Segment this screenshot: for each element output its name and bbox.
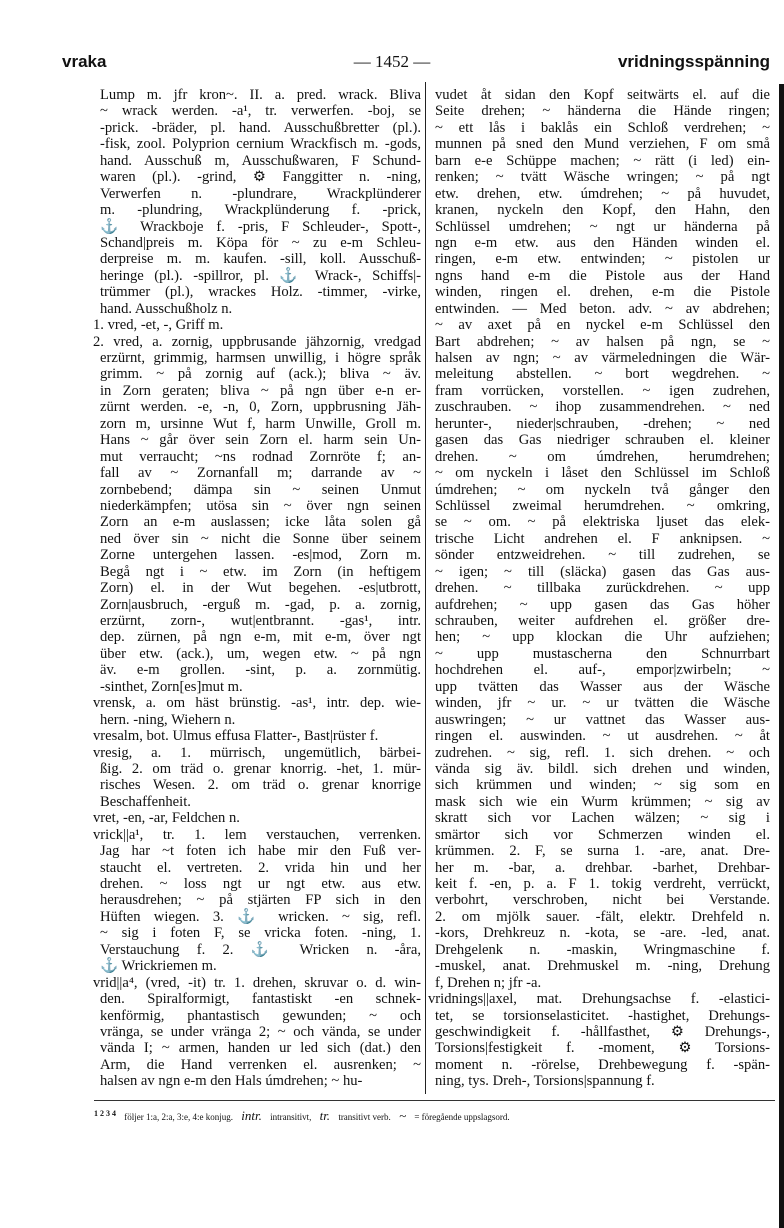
text-line: moment n. -rörelse, Drehbewegung f. -spän- bbox=[435, 1056, 770, 1073]
text-line: den. Spiralformigt, fantastiskt -en schnek- bbox=[100, 991, 421, 1008]
text-line: kenförmig, phantastisch gewunden; ~ och bbox=[100, 1007, 421, 1024]
text-line: hand. Ausschußholz n. bbox=[100, 300, 233, 317]
text-line: ~ upp mustascherna den Schnurrbart bbox=[435, 645, 770, 662]
text-line: zudrehen. ~ sig, refl. 1. sich drehen. ~ och bbox=[435, 744, 770, 761]
text-line: vränga, se under vränga 2; ~ och vända, se under bbox=[100, 1023, 421, 1040]
text-line: fall av ~ Zornanfall m; darrande av ~ bbox=[100, 465, 421, 482]
text-line: Zorne untergehen lassen. -es|mod, Zorn m. bbox=[100, 547, 421, 564]
text-line: her m. -bar, a. drehbar. -barhet, Drehbar- bbox=[435, 859, 770, 876]
text-line: Hüften wiegen. 3. ⚓ wricken. ~ sig, refl. bbox=[100, 908, 421, 925]
text-line: ~ igen; ~ till (släcka) gasen das Gas aus- bbox=[435, 563, 770, 580]
text-line: drehen. ~ om úmdrehen, herumdrehen; bbox=[435, 448, 770, 465]
text-line: ringen el. auswinden. ~ ut ausdrehen. ~ åt bbox=[435, 728, 770, 745]
footnote-tilde-text: = föregående uppslagsord. bbox=[414, 1112, 510, 1122]
text-line: -prick. -bräder, pl. hand. Ausschußbretter (pl.). bbox=[100, 119, 421, 136]
text-line: winden, jfr ~ ur. ~ ur tvätten die Wäsche bbox=[435, 695, 770, 712]
text-line: über etw. (ack.), um, wegen etw. ~ på ngn bbox=[100, 645, 421, 662]
scan-edge bbox=[779, 84, 784, 1228]
text-line: se ~ om. ~ på elektriska ljuset das elek- bbox=[435, 514, 770, 531]
text-line: -kors, Drehkreuz n. -kota, se -are. -led, anat. bbox=[435, 925, 770, 942]
text-line: erzürnt, grimmig, harmsen unwillig, i högre språk bbox=[100, 350, 421, 366]
text-line: Schlüssel umdrehen; ~ ngt ur händerna på bbox=[435, 218, 770, 235]
text-line: vudet åt sidan den Kopf seitwärts el. auf die bbox=[435, 87, 770, 103]
column-divider bbox=[425, 82, 426, 1094]
text-line: munnen på sned den Mund verziehen, F om små bbox=[435, 136, 770, 153]
text-line: tet, se torsionselasticitet. -hastighet, Drehungs- bbox=[435, 1007, 770, 1024]
text-line: halsen av ngn e-m den Hals úmdrehen; ~ hu- bbox=[100, 1073, 363, 1090]
text-line: 2. om mjölk sauer. -fält, elektr. Drehfeld n. bbox=[435, 908, 770, 925]
footnote-konjug: följer 1:a, 2:a, 3:e, 4:e konjug. bbox=[124, 1112, 233, 1122]
text-line: krümmen. 2. F, se surna 1. -are, anat. Dre- bbox=[435, 843, 770, 860]
left-column bbox=[93, 87, 421, 1090]
footnote-tilde: ~ bbox=[399, 1108, 407, 1123]
text-line: keit f. -en, p. a. F 1. tokig verdreht, verrückt, bbox=[435, 876, 770, 892]
text-line: drehen. ~ tillbaka zurückdrehen. ~ upp bbox=[435, 580, 770, 597]
text-line: Seite drehen; ~ händerna die Hände ringen; bbox=[435, 103, 770, 120]
text-line: skratt sich vor Lachen wälzen; ~ sig i bbox=[435, 810, 770, 827]
dictionary-entry-line: vresig, a. 1. mürrisch, ungemütlich, bärbei- bbox=[93, 744, 421, 761]
right-column bbox=[428, 87, 770, 1090]
text-line: ~ ett lås i baklås ein Schloß verdrehen; ~ bbox=[435, 119, 770, 136]
text-line: herunter-, nieder|schrauben, -drehen; ~ ned bbox=[435, 415, 770, 432]
text-line: f, Drehen n; jfr -a. bbox=[435, 974, 542, 991]
text-line: trümmer (pl.), wrackes Holz. -timmer, -virke, bbox=[100, 284, 421, 301]
footnote-tr-text: transitivt verb. bbox=[338, 1112, 391, 1122]
dictionary-entry-line: 2. vred, a. zornig, uppbrusande jähzornig, vredgad bbox=[93, 333, 421, 350]
header-right-guideword: vridningsspänning bbox=[617, 52, 770, 71]
dictionary-entry-line: vret, -en, -ar, Feldchen n. bbox=[93, 810, 240, 827]
text-line: zorn m, ursinne Wut f, harm Unwille, Groll m. bbox=[100, 415, 421, 432]
text-line: sich krümmen und winden; ~ sig som en bbox=[435, 777, 770, 794]
text-line: smärtor sich vor Schmerzen winden el. bbox=[435, 826, 770, 843]
footnote-superscripts: 1 2 3 4 bbox=[94, 1109, 116, 1118]
footer-rule bbox=[94, 1100, 775, 1101]
text-line: Jag har ~t foten ich habe mir den Fuß ver- bbox=[100, 843, 421, 860]
dictionary-entry-line: vresalm, bot. Ulmus effusa Flatter-, Bast|rüster f. bbox=[93, 728, 379, 745]
text-line: zuschrauben. ~ ihop zusammendrehen. ~ ned bbox=[435, 399, 770, 416]
text-line: Lump m. jfr kron~. II. a. pred. wrack. Bliva bbox=[100, 87, 421, 103]
text-line: derpreise m. m. kaufen. -sill, koll. Ausschuß- bbox=[100, 251, 421, 268]
text-line: ~ sig i foten F, se vricka foten. -ning, 1. bbox=[100, 925, 421, 942]
text-line: -muskel, anat. Drehmuskel m. -ning, Drehung bbox=[435, 958, 770, 975]
text-line: hen; ~ upp klockan die Uhr aufziehen; bbox=[435, 629, 770, 646]
text-line: Schand|preis m. Köpa för ~ zu e-m Schleu- bbox=[100, 234, 421, 251]
text-line: ngn e-m etw. aus den Händen winden el. bbox=[435, 234, 770, 251]
text-line: ~ wrack werden. -a¹, tr. verwerfen. -boj, se bbox=[100, 103, 421, 120]
text-line: ßig. 2. om träd o. grenar knorrig. -het, 1. mür- bbox=[100, 760, 421, 777]
text-line: ngns hand e-m die Pistole aus der Hand bbox=[435, 267, 770, 284]
text-line: m. -plundring, Wrackplünderung f. -prick, bbox=[100, 202, 421, 219]
text-line: hern. -ning, Wiehern n. bbox=[100, 711, 236, 728]
text-line: Drehgelenk n. -maskin, Wringmaschine f. bbox=[435, 941, 770, 958]
text-line: niederkämpfen; utösa sin ~ över ngn seinen bbox=[100, 497, 421, 514]
text-line: vända sig äv. bildl. sich drehen und winden, bbox=[435, 760, 770, 777]
text-line: Zorn an e-m auslassen; icke låta solen gå bbox=[100, 514, 421, 531]
text-line: geschwindigkeit f. -hållfasthet, ⚙ Drehungs-, bbox=[435, 1023, 770, 1040]
text-line: risches Wesen. 2. om träd o. grenar knorrige bbox=[100, 777, 421, 794]
text-line: mask sich wie ein Wurm krümmen; ~ sig av bbox=[435, 793, 770, 810]
text-line: staucht el. vertreten. 2. vrida hin und her bbox=[100, 859, 421, 876]
text-line: meleitung abstellen. ~ bort wegdrehen. ~ bbox=[435, 366, 770, 383]
text-line: -sinthet, Zorn[es]mut m. bbox=[100, 678, 243, 695]
text-line: ⚓ Wrackboje f. -pris, F Schleuder-, Spott-, bbox=[100, 218, 421, 235]
text-line: ringen, e-m etw. entwinden; ~ pistolen ur bbox=[435, 251, 770, 268]
text-line: renken; ~ tvätt Wäsche wringen; ~ på ngt bbox=[435, 169, 770, 186]
text-line: heringe (pl.). -spillror, pl. ⚓ Wrack-, Schiffs|- bbox=[100, 267, 421, 284]
dictionary-entry-line: vridnings||axel, mat. Drehungsachse f. -elastici- bbox=[428, 991, 770, 1008]
text-line: ned över sin ~ nicht die Sonne über seinem bbox=[100, 530, 421, 547]
text-line: drehen. ~ loss ngt ur ngt etw. aus etw. bbox=[100, 876, 421, 892]
text-line: vända I; ~ armen, handen ur led sich (dat.) den bbox=[100, 1040, 421, 1057]
text-line: äv. e-m grollen. -sint, p. a. zornmütig. bbox=[100, 662, 421, 679]
text-line: ⚓ Wrickriemen m. bbox=[100, 958, 217, 975]
text-line: trische Licht andrehen el. F anknipsen. ~ bbox=[435, 530, 770, 547]
text-line: winden, ringen el. drehen, e-m die Pistole bbox=[435, 284, 770, 301]
text-line: Zorn|ausbruch, -erguß m. -gad, p. a. zornig, bbox=[100, 596, 421, 613]
text-line: Hans ~ går över sein Zorn el. harm sein Un- bbox=[100, 432, 421, 449]
text-line: sönder entzweidrehen. ~ till zudrehen, se bbox=[435, 547, 770, 564]
text-line: hand. Ausschuß m, Ausschußwaren, F Schund- bbox=[100, 152, 421, 169]
text-line: ning, tys. Dreh-, Torsions|spannung f. bbox=[435, 1073, 655, 1090]
text-line: fram vorrücken, vorstellen. ~ igen zudrehen, bbox=[435, 382, 770, 399]
text-line: herausdrehen; ~ på stjärten FP sich in den bbox=[100, 892, 421, 909]
footnote bbox=[94, 1108, 516, 1124]
text-line: grimm. ~ på zornig auf (ack.); bliva ~ äv. bbox=[100, 366, 421, 383]
text-line: kranen, nyckeln den Kopf, den Hahn, den bbox=[435, 202, 770, 219]
text-line: úmdrehen; ~ om nyckeln två gånger den bbox=[435, 481, 770, 498]
footnote-tr-abbr: tr. bbox=[319, 1108, 331, 1123]
text-line: in Zorn geraten; bliva ~ på ngn über e-n er- bbox=[100, 382, 421, 399]
text-line: mut verraucht; ~ns rodnad Zornröte f; an- bbox=[100, 448, 421, 465]
text-line: auswringen; ~ ur vattnet das Wasser aus- bbox=[435, 711, 770, 728]
text-line: Arm, die Hand verrenken el. ausrenken; ~ bbox=[100, 1056, 421, 1073]
header-left-guideword: vraka bbox=[62, 52, 107, 71]
text-line: ~ av axet på en nyckel e-m Schlüssel den bbox=[435, 317, 770, 334]
text-line: Bart abdrehen; ~ av halsen på ngn, se ~ bbox=[435, 333, 770, 350]
dictionary-entry-line: vrensk, a. om häst brünstig. -as¹, intr. dep. wie- bbox=[93, 695, 421, 712]
text-line: Verwerfen n. -plundrare, Wrackplünderer bbox=[100, 185, 421, 202]
dictionary-entry-line: 1. vred, -et, -, Griff m. bbox=[93, 317, 224, 334]
text-line: waren (pl.). -grind, ⚙ Fanggitter n. -ning, bbox=[100, 169, 421, 186]
text-line: halsen av ngn; ~ av värmeledningen die Wär- bbox=[435, 350, 770, 366]
text-line: Schlüssel zweimal herumdrehen. ~ omkring, bbox=[435, 497, 770, 514]
text-line: Torsions|festigkeit f. -moment, ⚙ Torsions- bbox=[435, 1040, 770, 1057]
text-line: verbohrt, verschroben, nicht bei Verstande. bbox=[435, 892, 770, 909]
text-line: Zorn) el. in der Wut begehen. -es|utbrott, bbox=[100, 580, 421, 597]
dictionary-entry-line: vrid||a⁴, (vred, -it) tr. 1. drehen, skruvar o. d. win- bbox=[93, 974, 421, 991]
text-line: schrauben, weiter aufdrehen el. größer dre- bbox=[435, 613, 770, 629]
text-line: zürnt werden. -e, -n, 0, Zorn, uppbrusning Jäh- bbox=[100, 399, 421, 416]
text-line: ~ om nyckeln i låset den Schlüssel im Schloß bbox=[435, 465, 770, 482]
text-line: dep. zürnen, på ngn e-m, mit e-m, över ngt bbox=[100, 629, 421, 646]
text-line: Verstauchung f. 2. ⚓ Wricken n. -åra, bbox=[100, 941, 421, 958]
text-line: gasen das Gas niedriger schrauben el. kleiner bbox=[435, 432, 770, 449]
dictionary-entry-line: vrick||a¹, tr. 1. lem verstauchen, verrenken. bbox=[93, 826, 421, 843]
text-line: aufdrehen; ~ upp gasen das Gas höher bbox=[435, 596, 770, 613]
footnote-intr-abbr: intr. bbox=[241, 1108, 262, 1123]
text-line: barn e-e Schüppe machen; ~ rätt (i led) ein- bbox=[435, 152, 770, 169]
footnote-intr-text: intransitivt, bbox=[270, 1112, 312, 1122]
text-line: zornbebend; dämpa sin ~ seinen Unmut bbox=[100, 481, 421, 498]
text-line: -fisk, zool. Polyprion cernium Wrackfisch m. -gods, bbox=[100, 136, 421, 153]
text-line: erzürnt, zorn-, wut|entbrannt. -gas¹, intr. bbox=[100, 613, 421, 629]
text-line: etw. drehen, etw. úmdrehen; ~ på huvudet, bbox=[435, 185, 770, 202]
text-line: upp tvätten das Wasser aus der Wäsche bbox=[435, 678, 770, 695]
text-line: hochdrehen el. auf-, empor|zwirbeln; ~ bbox=[435, 662, 770, 679]
text-line: Begå ngt i ~ etw. im Zorn (in heftigem bbox=[100, 563, 421, 580]
page-number: — 1452 — bbox=[353, 52, 431, 71]
text-line: entwinden. — Med beton. adv. ~ av abdrehen; bbox=[435, 300, 770, 317]
text-line: Beschaffenheit. bbox=[100, 793, 191, 810]
